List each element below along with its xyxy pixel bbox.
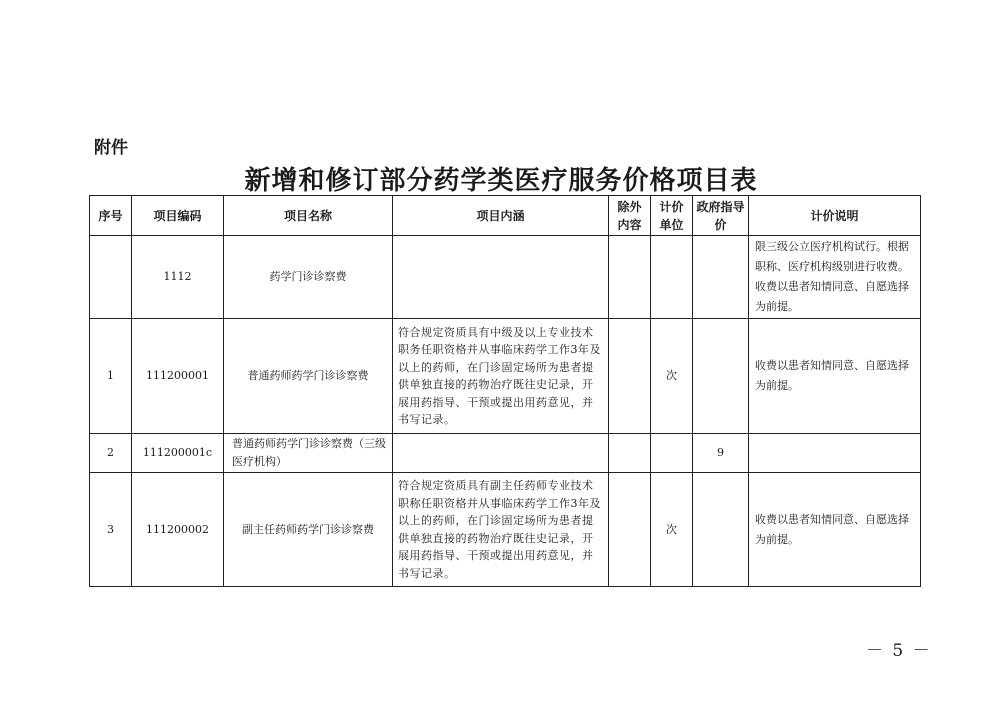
header-excluded: 除外内容 <box>609 196 651 236</box>
cell-gov-price <box>693 319 749 434</box>
cell-note: 限三级公立医疗机构试行。根据职称、医疗机构级别进行收费。收费以患者知情同意、自愿选择为前提。 <box>749 236 921 319</box>
cell-excluded <box>609 319 651 434</box>
page-number: － 5 － <box>866 641 932 661</box>
cell-content: 符合规定资质具有副主任药师专业技术职称任职资格并从事临床药学工作3年及以上的药师，在门诊固定场所为患者提供单独直接的药物治疗既往史记录，开展用药指导、干预或提出用药意见，并书写记录。 <box>393 473 609 587</box>
cell-gov-price <box>693 473 749 587</box>
header-code: 项目编码 <box>132 196 224 236</box>
header-name: 项目名称 <box>224 196 393 236</box>
table-row <box>90 434 921 473</box>
table-header-row <box>90 196 921 236</box>
cell-name: 普通药师药学门诊诊察费 <box>224 319 393 434</box>
cell-seq: 1 <box>90 319 132 434</box>
cell-excluded <box>609 473 651 587</box>
cell-content <box>393 434 609 473</box>
table-row <box>90 236 921 319</box>
cell-unit <box>651 434 693 473</box>
cell-name: 普通药师药学门诊诊察费（三级医疗机构） <box>224 434 393 473</box>
header-seq: 序号 <box>90 196 132 236</box>
attachment-label: 附件 <box>94 138 128 158</box>
cell-content: 符合规定资质具有中级及以上专业技术职务任职资格并从事临床药学工作3年及以上的药师，在门诊固定场所为患者提供单独直接的药物治疗既往史记录，开展用药指导、干预或提出用药意见，并书写记录。 <box>393 319 609 434</box>
cell-gov-price: 9 <box>693 434 749 473</box>
header-unit: 计价单位 <box>651 196 693 236</box>
cell-content <box>393 236 609 319</box>
cell-code: 111200001 <box>132 319 224 434</box>
cell-unit: 次 <box>651 473 693 587</box>
cell-gov-price <box>693 236 749 319</box>
cell-seq: 2 <box>90 434 132 473</box>
cell-note: 收费以患者知情同意、自愿选择为前提。 <box>749 319 921 434</box>
price-items-table <box>89 195 921 587</box>
cell-name: 副主任药师药学门诊诊察费 <box>224 473 393 587</box>
cell-seq <box>90 236 132 319</box>
table-row <box>90 473 921 587</box>
cell-code: 111200001c <box>132 434 224 473</box>
cell-unit: 次 <box>651 319 693 434</box>
header-gov-price: 政府指导价 <box>693 196 749 236</box>
document-title: 新增和修订部分药学类医疗服务价格项目表 <box>244 166 758 196</box>
table-row <box>90 319 921 434</box>
cell-name: 药学门诊诊察费 <box>224 236 393 319</box>
cell-note <box>749 434 921 473</box>
cell-note: 收费以患者知情同意、自愿选择为前提。 <box>749 473 921 587</box>
cell-excluded <box>609 434 651 473</box>
header-note: 计价说明 <box>749 196 921 236</box>
cell-seq: 3 <box>90 473 132 587</box>
cell-code: 1112 <box>132 236 224 319</box>
cell-unit <box>651 236 693 319</box>
header-content: 项目内涵 <box>393 196 609 236</box>
cell-code: 111200002 <box>132 473 224 587</box>
cell-excluded <box>609 236 651 319</box>
